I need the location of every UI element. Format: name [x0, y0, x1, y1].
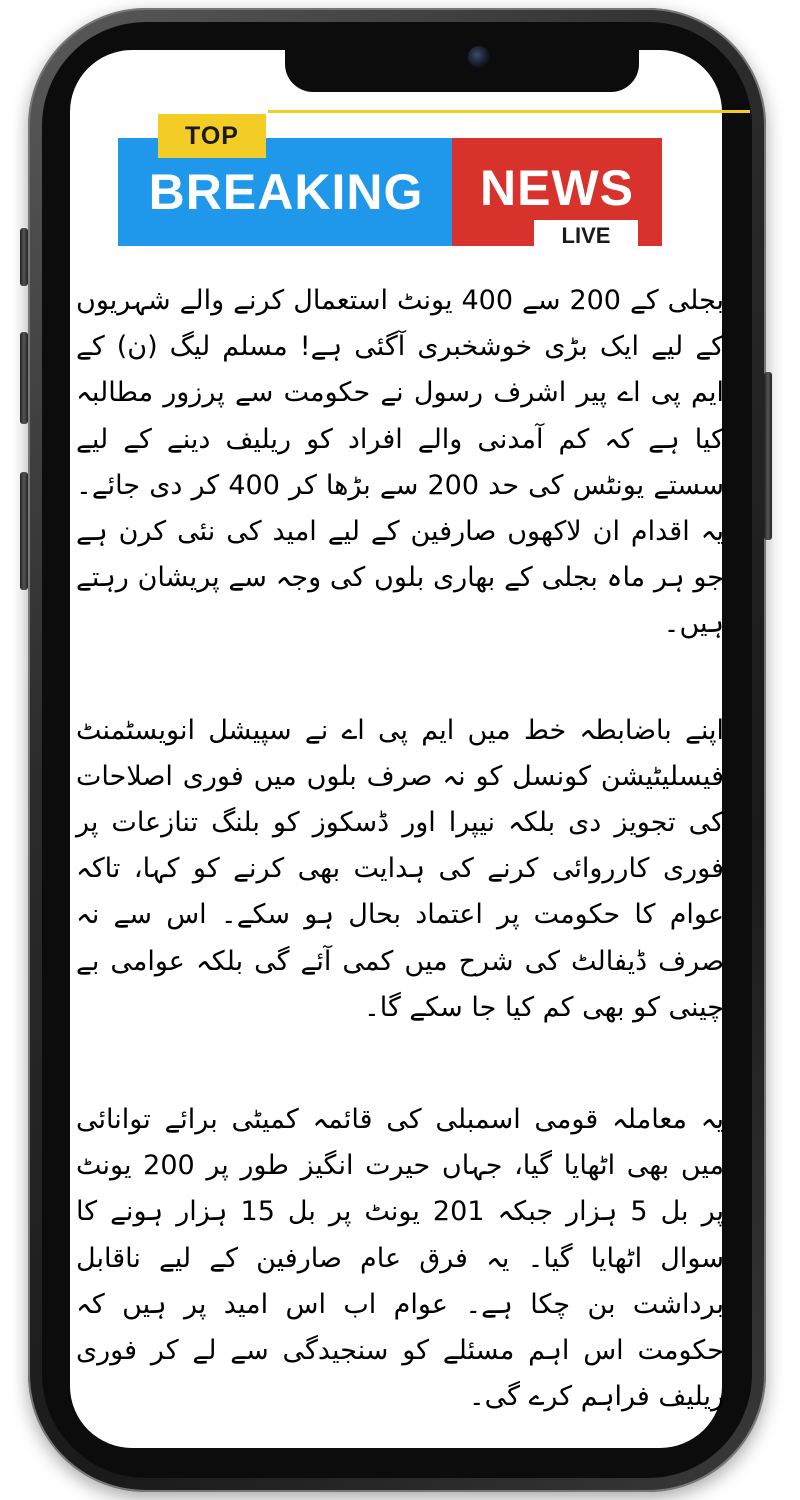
article-paragraph-3: یہ معاملہ قومی اسمبلی کی قائمہ کمیٹی برائے توانائی میں بھی اٹھایا گیا، جہاں حیرت انگیز طور پر 200 یونٹ پر بل 5 ہزار جبکہ 201 یونٹ پر بل 15 ہزار ہونے کا سوال اٹھایا گیا۔ یہ فرق عام صارفین کے لیے ناقابل برداشت بن چکا ہے۔ عوام اب اس امید پر ہیں کہ حکومت اس اہم مسئلے کو سنجیدگی سے لے کر فوری ریلیف فراہم کرے گی۔: [76, 1104, 724, 1413]
live-tag: LIVE: [534, 220, 638, 252]
volume-up-button: [20, 332, 28, 424]
article-paragraph-1: بجلی کے 200 سے 400 یونٹ استعمال کرنے والے شہریوں کے لیے ایک بڑی خوشخبری آگئی ہے! مسلم لیگ (ن) کے ایم پی اے پیر اشرف رسول نے حکومت سے پرزور مطالبہ کیا ہے کہ کم آمدنی والے افراد کو ریلیف دینے کے لیے سستے یونٹس کی حد 200 سے بڑھا کر 400 کر دی جائے۔ یہ اقدام ان لاکھوں صارفین کے لیے امید کی نئی کرن ہے جو ہر ماہ بجلی کے بھاری بلوں کی وجہ سے پریشان رہتے ہیں۔: [76, 285, 725, 640]
volume-down-button: [20, 472, 28, 590]
top-tag: TOP: [158, 114, 266, 158]
banner-accent-line: [268, 110, 750, 113]
power-button: [764, 372, 772, 540]
mute-switch: [20, 228, 28, 286]
notch: [285, 50, 639, 92]
breaking-label: BREAKING: [148, 164, 424, 220]
front-camera-icon: [468, 46, 490, 68]
article-paragraph-2: اپنے باضابطہ خط میں ایم پی اے نے سپیشل انویسٹمنٹ فیسلیٹیشن کونسل کو نہ صرف بلوں میں فوری اصلاحات کی تجویز دی بلکہ نیپرا اور ڈسکوز کو بلنگ تنازعات پر فوری کارروائی کرنے کی ہدایت بھی کرنے کو کہا، تاکہ عوام کا حکومت پر اعتماد بحال ہو سکے۔ اس سے نہ صرف ڈیفالٹ کی شرح میں کمی آئے گی بلکہ عوامی بے چینی کو بھی کم کیا جا سکے گا۔: [76, 714, 724, 1023]
article-body: [76, 278, 724, 1420]
news-label: NEWS: [480, 160, 634, 216]
breaking-news-banner: [116, 108, 664, 256]
